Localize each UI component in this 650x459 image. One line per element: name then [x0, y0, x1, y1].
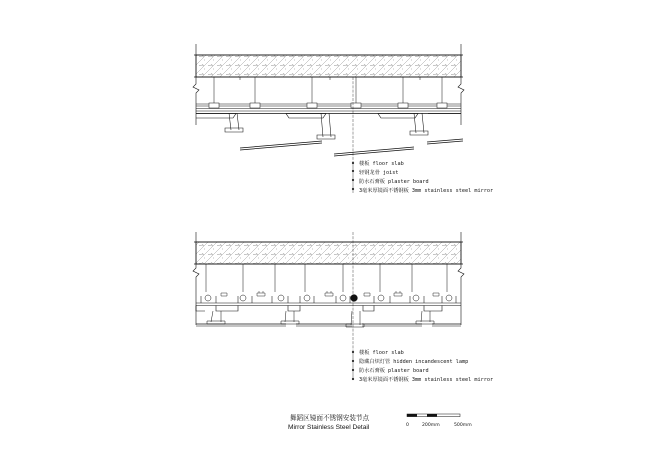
centre-line-top — [352, 77, 354, 193]
label-hidden-lamp: 隐藏白炽灯管 hidden incandescent lamp — [359, 359, 469, 365]
label-floor-slab: 楼板 floor slab — [359, 161, 404, 167]
scale-bar — [406, 414, 472, 428]
label-plaster-board: 防水石膏板 plaster board — [359, 179, 429, 185]
plaster-board-bottom — [196, 306, 442, 312]
label-plaster-board: 防水石膏板 plaster board — [359, 368, 429, 374]
label-floor-slab: 楼板 floor slab — [359, 350, 404, 356]
detail-top — [193, 44, 493, 194]
label-mirror-steel: 3毫米厚镜面不锈钢板 3mm stainless steel mirror — [359, 377, 494, 383]
scale-tick-0: 0 — [406, 423, 409, 428]
hangers-bottom — [207, 311, 434, 327]
joist-band-top — [196, 103, 461, 114]
mirror-panels-top — [240, 139, 463, 156]
lamp-channel-bottom — [196, 296, 461, 306]
fixture-brackets-bottom — [221, 291, 439, 296]
labels-bottom — [359, 348, 493, 383]
plaster-board-top — [196, 114, 461, 119]
title-en: Mirror Stainless Steel Detail — [288, 424, 370, 431]
floor-slab-bottom — [194, 242, 463, 264]
hangers-top — [225, 113, 428, 139]
labels-top — [359, 159, 493, 194]
floor-slab-top — [194, 55, 463, 77]
suspension-rods-top — [214, 77, 442, 104]
title-cn: 舞蹈区镜面不锈钢安装节点 — [290, 414, 370, 422]
drawing-title — [288, 413, 370, 431]
label-joist: 轻钢龙骨 joist — [359, 170, 399, 176]
scale-tick-500: 500mm — [454, 423, 472, 428]
mirror-panels-bottom — [196, 324, 461, 326]
label-mirror-steel: 3毫米厚镜面不锈钢板 3mm stainless steel mirror — [359, 188, 494, 194]
suspension-rods-bottom — [206, 264, 447, 292]
hidden-lamps-bottom — [205, 295, 452, 302]
scale-tick-200: 200mm — [422, 423, 440, 428]
detail-bottom — [193, 232, 493, 383]
